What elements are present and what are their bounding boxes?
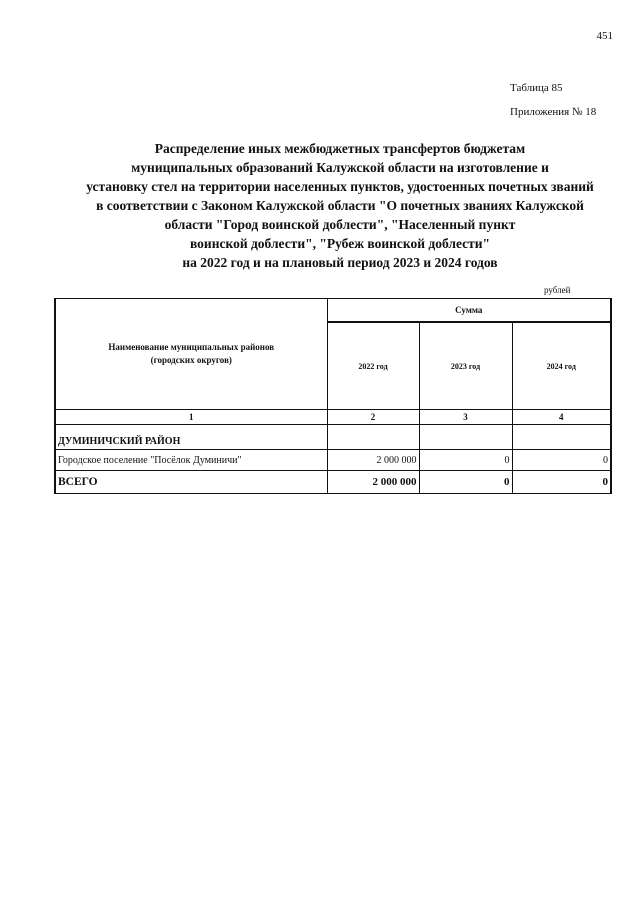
table-reference: Таблица 85 [510, 82, 563, 94]
region-name: ДУМИНИЧСКИЙ РАЙОН [55, 425, 327, 450]
title-line: установку стел на территории населенных пунктов, удостоенных почетных званий [86, 179, 594, 194]
value-2023: 0 [419, 450, 512, 471]
page-number: 451 [596, 30, 613, 42]
title-line: Распределение иных межбюджетных трансфертов бюджетам [154, 141, 526, 156]
value-2022: 2 000 000 [327, 450, 419, 471]
total-2023: 0 [419, 471, 512, 494]
empty-cell [419, 425, 512, 450]
title-line: в соответствии с Законом Калужской области "О почетных званиях Калужской [96, 198, 584, 213]
municipality-name: Городское поселение "Посёлок Думиничи" [55, 450, 327, 471]
title-line: на 2022 год и на плановый период 2023 и 2024 годов [182, 255, 498, 270]
total-label: ВСЕГО [55, 471, 327, 494]
title-line: муниципальных образований Калужской области на изготовление и [131, 160, 549, 175]
empty-cell [327, 425, 419, 450]
total-2022: 2 000 000 [327, 471, 419, 494]
column-number: 3 [419, 410, 512, 425]
distribution-table [54, 298, 612, 494]
column-number: 2 [327, 410, 419, 425]
header-sum: Сумма [327, 299, 611, 323]
value-2024: 0 [512, 450, 611, 471]
header-year-2022: 2022 год [327, 322, 419, 410]
total-row [55, 471, 611, 494]
header-name [55, 299, 327, 410]
empty-cell [512, 425, 611, 450]
appendix-reference: Приложения № 18 [510, 106, 597, 118]
header-year-2023: 2023 год [419, 322, 512, 410]
table-row [55, 450, 611, 471]
header-name-line: (городских округов) [150, 355, 232, 365]
column-number: 1 [55, 410, 327, 425]
column-number-row [55, 410, 611, 425]
header-name-line: Наименование муниципальных районов [108, 342, 275, 352]
document-title [50, 139, 630, 272]
title-line: воинской доблести", "Рубеж воинской доблести" [189, 236, 491, 251]
region-row [55, 425, 611, 450]
column-number: 4 [512, 410, 611, 425]
total-2024: 0 [512, 471, 611, 494]
title-line: области "Город воинской доблести", "Населенный пункт [164, 217, 516, 232]
header-year-2024: 2024 год [512, 322, 611, 410]
units-label: рублей [544, 285, 571, 295]
